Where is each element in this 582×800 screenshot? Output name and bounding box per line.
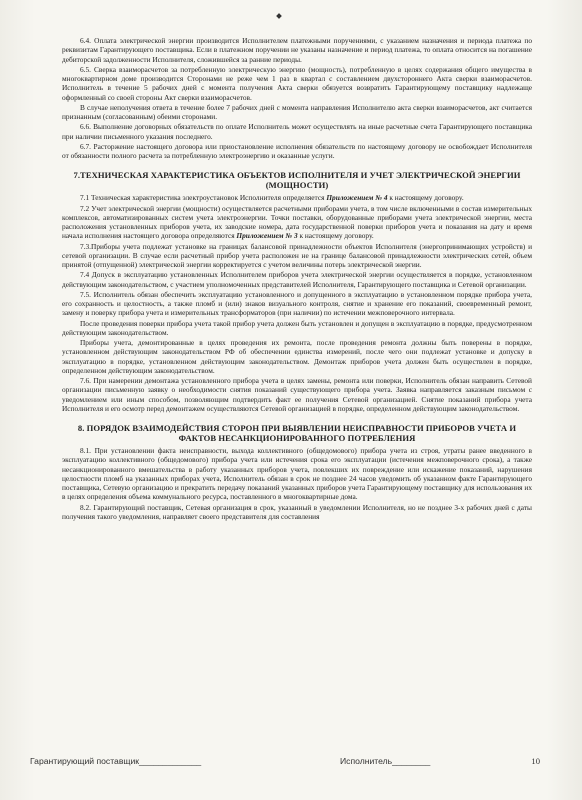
clause-7-5-dismantled: Приборы учета, демонтированные в целях проведения их ремонта, после проведения ремонта должны быть поверены в порядке, установленном действующим законодательством РФ об обеспечении единства измерений, после чего они подлежат установке и допуску в эксплуатацию в порядке, установленном действующим законодательством. Демонтаж приборов учета должен быть осуществлен в порядке, определенном действующим законодательством. — [62, 338, 532, 375]
clause-7-2-text: 7.2 Учет электрической энергии (мощности) осуществляется расчетными приборами учета, в том числе включенными в состав измерительных комплексов, автоматизированных систем учета электроэнергии. Точки поставки, оборудованные приборами учета электрической энергии, места расположения установленных приборов учета, их заводские номера, дата государственной поверки приборов учета и показания на дату и время начала исполнения настоящего договора определяются — [62, 203, 532, 241]
clause-7-5: 7.5. Исполнитель обязан обеспечить эксплуатацию установленного и допущенного в эксплуатацию в установленном порядке прибора учета, его сохранность и целостность, а также пломб и (или) знаков визуального контроля, снятие и хранение его показаний, своевременный ремонт, замену и поверку прибора учета и измерительных трансформаторов (при наличии) по истечении межповерочного интервала. — [62, 289, 532, 318]
appendix-3-reference: Приложением № 3 — [236, 231, 298, 241]
clause-8-1: 8.1. При установлении факта неисправности, выхода коллективного (общедомового) прибора учета из строя, утраты ранее введенного в эксплуатацию коллективного (общедомового) прибора учета или истечения срока его эксплуатации (истечения межповерочного срока), а также несанкционированного вмешательства в работу указанных приборов учета, повлекших их повреждение или искажение показаний, нарушения целостности пломб на указанных приборах учета, Исполнитель обязан в срок не позднее 24 часов уведомить об указанном факте Гарантирующего поставщика, Сетевую организацию и прекратить передачу показаний указанных приборов учета Гарантирующему поставщику для использования их в целях определения объема коммунального ресурса, поставленного в многоквартирные дома. — [62, 446, 532, 502]
page-number: 10 — [531, 756, 540, 766]
appendix-4-reference: Приложением № 4 — [326, 193, 388, 203]
clause-7-1-text: 7.1 Техническая характеристика электроустановок Исполнителя определяется — [80, 193, 327, 203]
clause-7-6: 7.6. При намерении демонтажа установленного прибора учета в целях замены, ремонта или поверки, Исполнитель обязан направить Сетевой организации письменную заявку о необходимости снятия показаний существующего прибора учета. Заявка направляется заказным письмом с уведомлением или иным способом, позволяющим подтвердить факт ее получения Сетевой организацией. Снятие показаний прибора учета Исполнителя и его осмотр перед демонтажем осуществляются Сетевой организацией в порядке, определенном действующим законодательством. — [62, 376, 532, 413]
clause-7-1-tail: к настоящему договору. — [387, 193, 464, 203]
document-body — [62, 36, 532, 521]
section-7-heading: 7.ТЕХНИЧЕСКАЯ ХАРАКТЕРИСТИКА ОБЪЕКТОВ ИСПОЛНИТЕЛЯ И УЧЕТ ЭЛЕКТРИЧЕСКОЙ ЭНЕРГИИ (МОЩНОСТИ) — [73, 170, 521, 191]
clause-7-2 — [62, 204, 532, 241]
clause-6-5-note: В случае неполучения ответа в течение более 7 рабочих дней с момента направления Исполнителю акта сверки взаиморасчетов, акт считается признанным (согласованным) обеими сторонами. — [62, 102, 532, 121]
clause-7-4: 7.4 Допуск в эксплуатацию установленных Исполнителем приборов учета электрической энергии осуществляется в порядке, установленном действующим законодательством, с участием уполномоченных представителей Исполнителя, Гарантирующего поставщика и Сетевой организации. — [62, 270, 532, 289]
clause-6-4: 6.4. Оплата электрической энергии производится Исполнителем платежными поручениями, с указанием назначения и периода платежа по реквизитам Гарантирующего поставщика. Если в платежном поручении не указаны назначение и период платежа, то оплата относится на погашение дебиторской задолженности Исполнителя, сложившейся за ранние периоды. — [62, 36, 532, 64]
supplier-signature-line: Гарантирующий поставщик_____________ — [30, 756, 202, 766]
clause-6-5: 6.5. Сверка взаиморасчетов за потребленную электрическую энергию (мощность), потребленную в целях содержания общего имущества в многоквартирном доме производится Сторонами не реже чем 1 раз в квартал с составлением двухстороннего Акта сверки взаиморасчетов. Исполнитель в течение 5 рабочих дней с момента получения Акта сверки обязуется возвратить Гарантирующему поставщику надлежаще оформленный со своей стороны Акт сверки взаиморасчетов. — [62, 64, 532, 102]
clause-8-2: 8.2. Гарантирующий поставщик, Сетевая организация в срок, указанный в уведомлении Исполнителя, но не позднее 3-х рабочих дней с даты получения такого уведомления, направляет своего представителя для составления — [62, 502, 532, 521]
clause-7-1 — [62, 193, 532, 202]
clause-6-6: 6.6. Выполнение договорных обязательств по оплате Исполнитель может осуществлять на иные расчетные счета Гарантирующего поставщика при наличии письменного указания последнего. — [62, 122, 532, 141]
clause-7-5-verification: После проведения поверки прибора учета такой прибор учета должен быть установлен и допущен в эксплуатацию в порядке, предусмотренном действующим законодательством. — [62, 318, 532, 337]
clause-7-2-tail: к настоящему договору. — [297, 231, 374, 241]
section-8-heading: 8. ПОРЯДОК ВЗАИМОДЕЙСТВИЯ СТОРОН ПРИ ВЫЯВЛЕНИИ НЕИСПРАВНОСТИ ПРИБОРОВ УЧЕТА И ФАКТОВ НЕСАНКЦИОНИРОВАННОГО ПОТРЕБЛЕНИЯ — [77, 423, 517, 443]
executor-signature-line: Исполнитель________ — [340, 756, 431, 766]
scan-mark — [276, 13, 282, 19]
clause-6-7: 6.7. Расторжение настоящего договора или приостановление исполнения обязательств по настоящему договору не освобождает Исполнителя от обязанности полного расчета за потребленную электроэнергию и оказанные услуги. — [62, 141, 532, 160]
clause-7-3: 7.3.Приборы учета подлежат установке на границах балансовой принадлежности объектов Исполнителя (энергопринимающих устройств) и сетевой организации. В случае если расчетный прибор учета расположен не на границе балансовой принадлежности электрических сетей, объем принятой (отпущенной) электрической энергии корректируется с учетом величины потерь электрической энергии. — [62, 241, 532, 269]
